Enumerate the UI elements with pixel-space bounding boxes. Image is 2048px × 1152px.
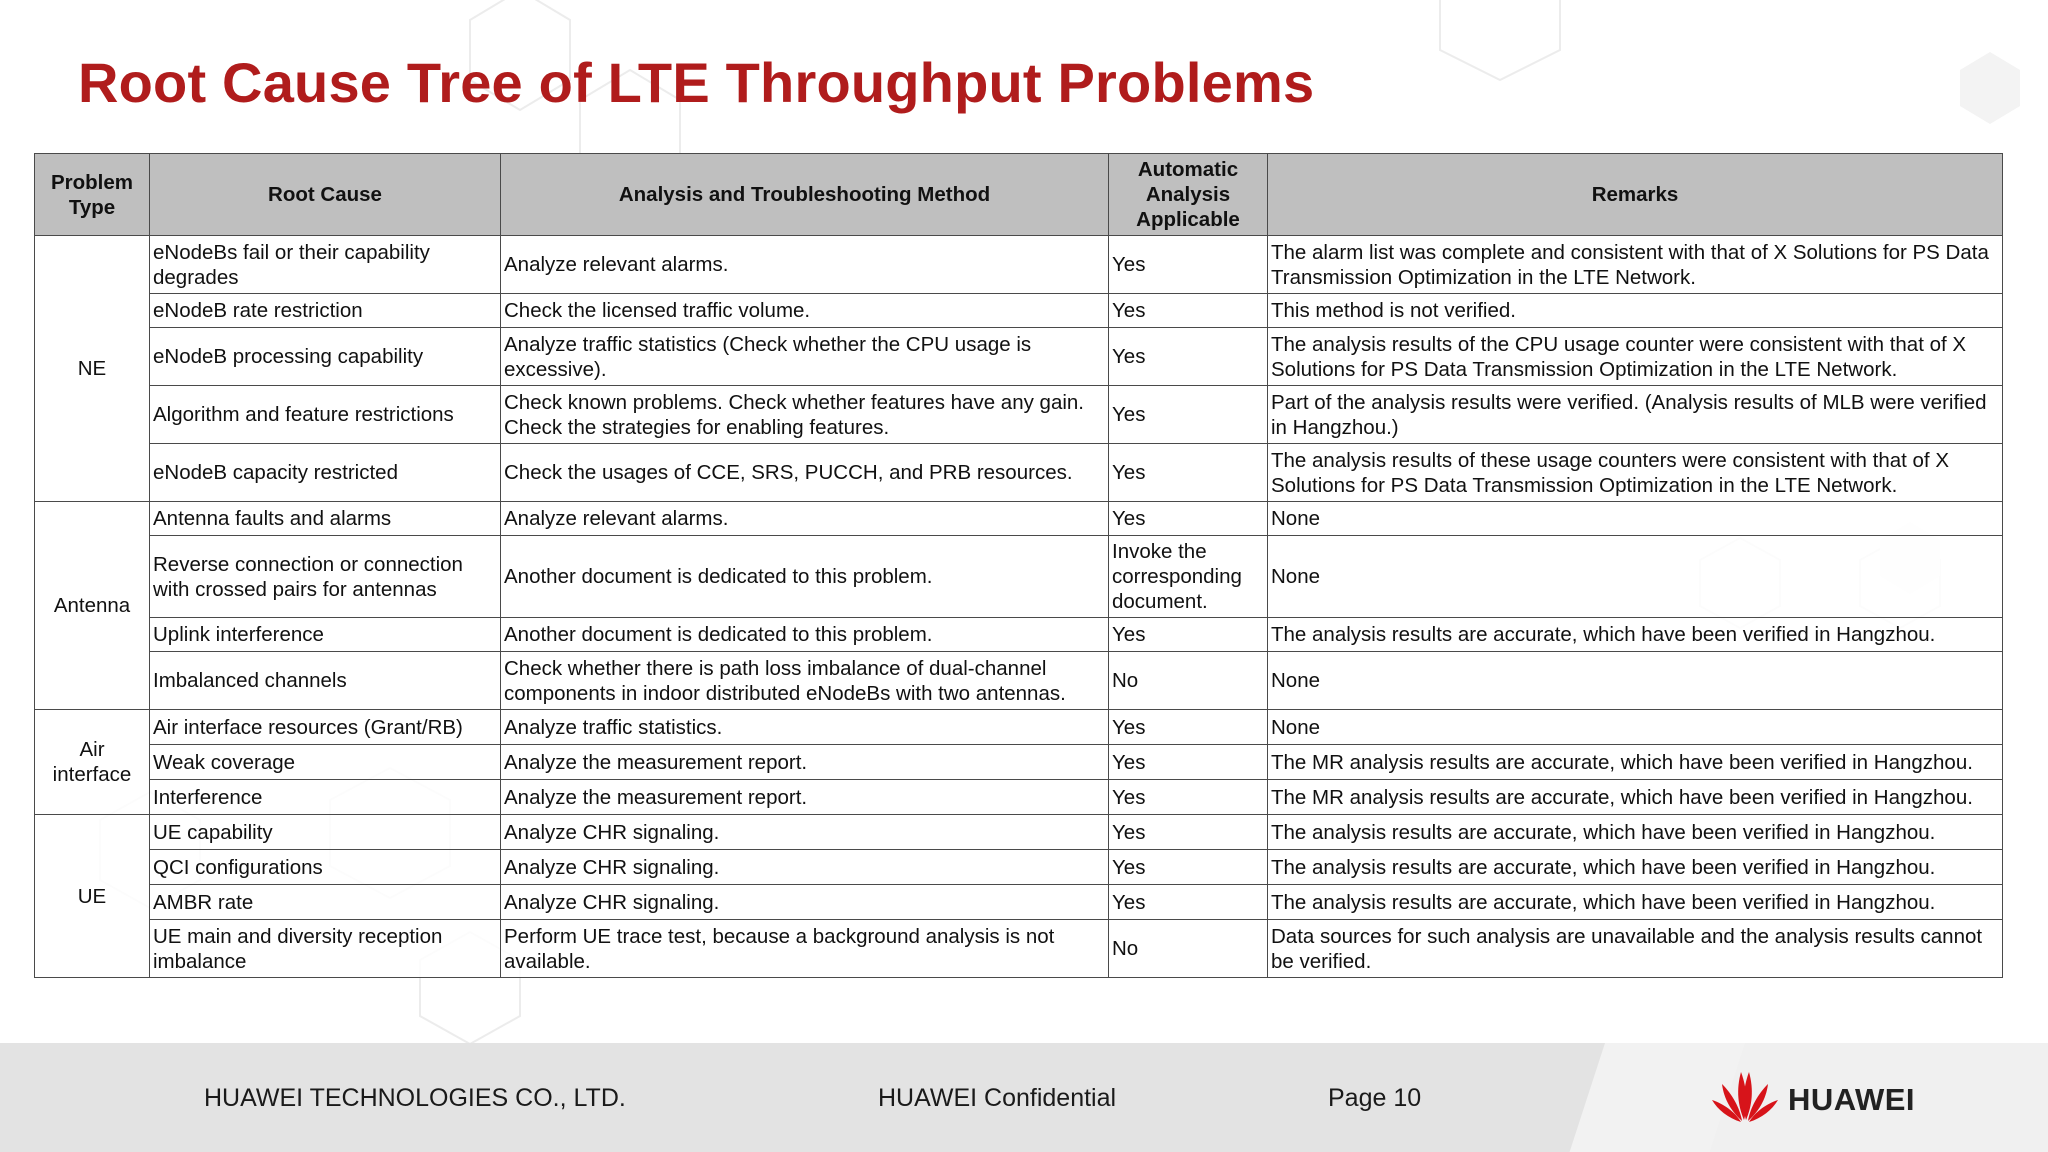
root-cause-cell: QCI configurations <box>150 850 501 885</box>
remarks-cell: None <box>1268 710 2003 745</box>
huawei-logo-text: HUAWEI <box>1788 1082 1915 1117</box>
remarks-cell: None <box>1268 502 2003 536</box>
remarks-cell: The analysis results are accurate, which have been verified in Hangzhou. <box>1268 815 2003 850</box>
method-cell: Check whether there is path loss imbalance of dual-channel components in indoor distributed eNodeBs with two antennas. <box>501 652 1109 710</box>
method-cell: Check the licensed traffic volume. <box>501 294 1109 328</box>
remarks-cell: The analysis results are accurate, which have been verified in Hangzhou. <box>1268 618 2003 652</box>
remarks-cell: This method is not verified. <box>1268 294 2003 328</box>
table-row <box>35 444 2003 502</box>
automatic-cell: Yes <box>1109 444 1268 502</box>
footer-company: HUAWEI TECHNOLOGIES CO., LTD. <box>204 1084 626 1112</box>
remarks-cell: The MR analysis results are accurate, which have been verified in Hangzhou. <box>1268 780 2003 815</box>
remarks-cell: None <box>1268 536 2003 618</box>
table-row <box>35 618 2003 652</box>
method-cell: Check known problems. Check whether features have any gain. Check the strategies for enabling features. <box>501 386 1109 444</box>
header-problem-type: Problem Type <box>35 154 150 236</box>
root-cause-cell: Interference <box>150 780 501 815</box>
root-cause-cell: eNodeB capacity restricted <box>150 444 501 502</box>
root-cause-cell: eNodeB rate restriction <box>150 294 501 328</box>
method-cell: Another document is dedicated to this problem. <box>501 536 1109 618</box>
method-cell: Analyze traffic statistics. <box>501 710 1109 745</box>
table-row <box>35 536 2003 618</box>
remarks-cell: The MR analysis results are accurate, which have been verified in Hangzhou. <box>1268 745 2003 780</box>
automatic-cell: Yes <box>1109 294 1268 328</box>
root-cause-cell: eNodeBs fail or their capability degrades <box>150 236 501 294</box>
table-row <box>35 850 2003 885</box>
method-cell: Analyze relevant alarms. <box>501 236 1109 294</box>
method-cell: Analyze CHR signaling. <box>501 885 1109 920</box>
root-cause-cell: Uplink interference <box>150 618 501 652</box>
table-row <box>35 294 2003 328</box>
method-cell: Analyze CHR signaling. <box>501 850 1109 885</box>
table-row <box>35 328 2003 386</box>
root-cause-cell: UE capability <box>150 815 501 850</box>
method-cell: Analyze CHR signaling. <box>501 815 1109 850</box>
automatic-cell: Invoke the corresponding document. <box>1109 536 1268 618</box>
root-cause-cell: Imbalanced channels <box>150 652 501 710</box>
header-root-cause: Root Cause <box>150 154 501 236</box>
table-header-row <box>35 154 2003 236</box>
automatic-cell: Yes <box>1109 328 1268 386</box>
root-cause-cell: UE main and diversity reception imbalance <box>150 920 501 978</box>
footer-confidential: HUAWEI Confidential <box>878 1084 1117 1112</box>
table-row <box>35 652 2003 710</box>
problem-type-antenna: Antenna <box>35 502 150 710</box>
method-cell: Analyze traffic statistics (Check whether the CPU usage is excessive). <box>501 328 1109 386</box>
table-row <box>35 885 2003 920</box>
remarks-cell: Data sources for such analysis are unavailable and the analysis results cannot be verified. <box>1268 920 2003 978</box>
header-automatic: Automatic Analysis Applicable <box>1109 154 1268 236</box>
remarks-cell: Part of the analysis results were verified. (Analysis results of MLB were verified in Hangzhou.) <box>1268 386 2003 444</box>
method-cell: Analyze the measurement report. <box>501 745 1109 780</box>
remarks-cell: The alarm list was complete and consistent with that of X Solutions for PS Data Transmission Optimization in the LTE Network. <box>1268 236 2003 294</box>
automatic-cell: No <box>1109 652 1268 710</box>
root-cause-table <box>34 153 2003 978</box>
automatic-cell: No <box>1109 920 1268 978</box>
table-row <box>35 236 2003 294</box>
table-row <box>35 502 2003 536</box>
automatic-cell: Yes <box>1109 710 1268 745</box>
table-row <box>35 780 2003 815</box>
problem-type-air-interface: Air interface <box>35 710 150 815</box>
problem-type-ue: UE <box>35 815 150 978</box>
problem-type-ne: NE <box>35 236 150 502</box>
method-cell: Analyze the measurement report. <box>501 780 1109 815</box>
remarks-cell: The analysis results of the CPU usage counter were consistent with that of X Solutions for PS Data Transmission Optimization in the LTE Network. <box>1268 328 2003 386</box>
root-cause-cell: AMBR rate <box>150 885 501 920</box>
table-row <box>35 745 2003 780</box>
root-cause-cell: eNodeB processing capability <box>150 328 501 386</box>
slide-title: Root Cause Tree of LTE Throughput Problems <box>78 51 1315 114</box>
header-method: Analysis and Troubleshooting Method <box>501 154 1109 236</box>
automatic-cell: Yes <box>1109 745 1268 780</box>
automatic-cell: Yes <box>1109 850 1268 885</box>
root-cause-cell: Weak coverage <box>150 745 501 780</box>
automatic-cell: Yes <box>1109 386 1268 444</box>
method-cell: Analyze relevant alarms. <box>501 502 1109 536</box>
automatic-cell: Yes <box>1109 236 1268 294</box>
table-row <box>35 815 2003 850</box>
remarks-cell: None <box>1268 652 2003 710</box>
root-cause-cell: Reverse connection or connection with crossed pairs for antennas <box>150 536 501 618</box>
method-cell: Another document is dedicated to this problem. <box>501 618 1109 652</box>
automatic-cell: Yes <box>1109 618 1268 652</box>
remarks-cell: The analysis results are accurate, which have been verified in Hangzhou. <box>1268 885 2003 920</box>
root-cause-cell: Antenna faults and alarms <box>150 502 501 536</box>
header-remarks: Remarks <box>1268 154 2003 236</box>
root-cause-cell: Air interface resources (Grant/RB) <box>150 710 501 745</box>
footer-page-number: Page 10 <box>1328 1084 1422 1112</box>
method-cell: Perform UE trace test, because a background analysis is not available. <box>501 920 1109 978</box>
remarks-cell: The analysis results of these usage counters were consistent with that of X Solutions for PS Data Transmission Optimization in the LTE Network. <box>1268 444 2003 502</box>
huawei-logo <box>1708 1068 1938 1124</box>
remarks-cell: The analysis results are accurate, which have been verified in Hangzhou. <box>1268 850 2003 885</box>
automatic-cell: Yes <box>1109 885 1268 920</box>
table-row <box>35 710 2003 745</box>
root-cause-cell: Algorithm and feature restrictions <box>150 386 501 444</box>
automatic-cell: Yes <box>1109 815 1268 850</box>
table-row <box>35 920 2003 978</box>
automatic-cell: Yes <box>1109 502 1268 536</box>
method-cell: Check the usages of CCE, SRS, PUCCH, and PRB resources. <box>501 444 1109 502</box>
automatic-cell: Yes <box>1109 780 1268 815</box>
table-row <box>35 386 2003 444</box>
huawei-petal-icon <box>1708 1068 1782 1124</box>
